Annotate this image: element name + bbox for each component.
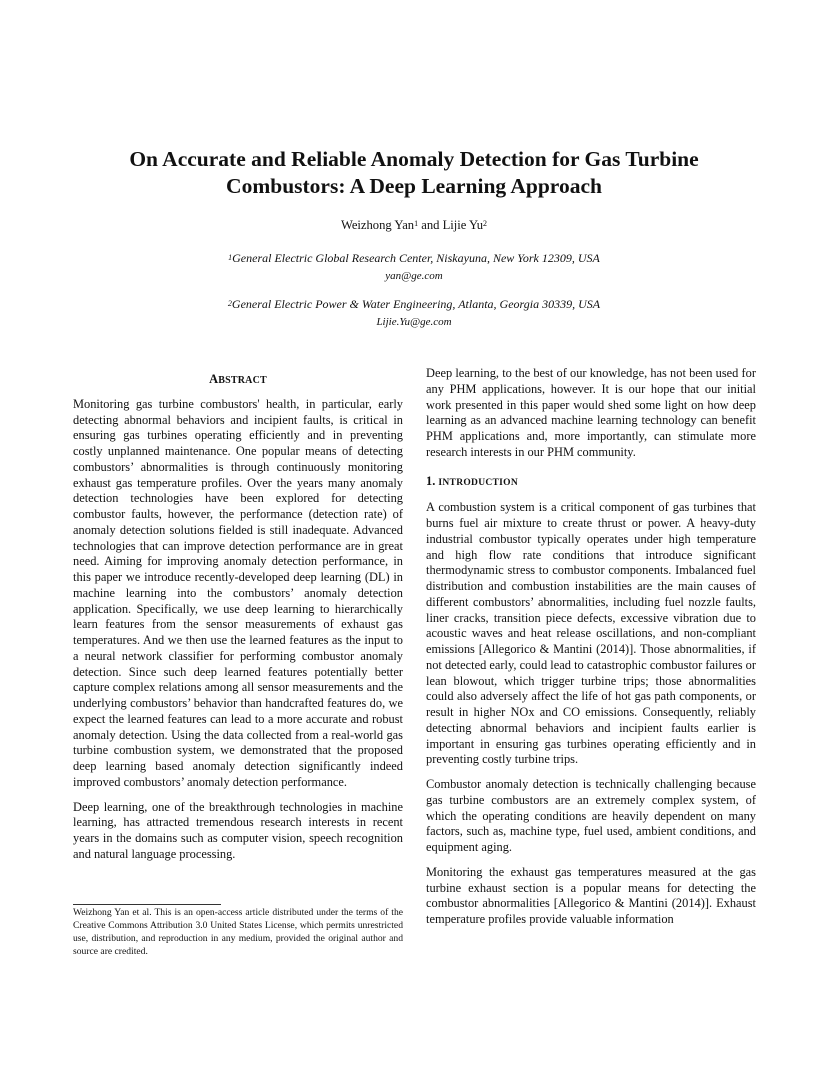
author-list [0, 217, 828, 233]
body-paragraph: Deep learning, one of the breakthrough technologies in machine learning, has attracted tremendous research interests in recent years in the domains such as computer vision, speech recognition and natural language processing. [73, 799, 403, 861]
footnote: Weizhong Yan et al. This is an open-access article distributed under the terms of the Creative Commons Attribution 3.0 United States License, which permits unrestricted use, distribution, and reproduction in any medium, provided the original author and source are credited. [73, 907, 403, 957]
footnote-rule [73, 904, 221, 905]
affiliation-superscript: 2 [227, 299, 232, 308]
left-column [73, 372, 403, 863]
paper-title [60, 146, 768, 200]
affiliation-2 [0, 296, 828, 331]
section-number: 1. [426, 473, 439, 488]
author-conjunction: and [418, 218, 443, 232]
author-name: Weizhong Yan [340, 218, 415, 232]
abstract-paragraph: Monitoring gas turbine combustors' health, in particular, early detecting abnormal behaviors and incipient faults, is critical in ensuring gas turbines operating efficiently and in preventing costly unplanned maintenance. One popular means of detecting combustors’ abnormalities is through continuously monitoring exhaust gas temperature profiles. Over the years many anomaly detection technologies have been explored for detecting combustor faults, however, the performance (detection rate) of anomaly detection solutions fielded is still inadequate. Advanced technologies that can improve detection performance are in great need. Aiming for improving anomaly detection performance, in this paper we introduce recently-developed deep learning (DL) in machine learning into the combustors’ anomaly detection application. Specifically, we use deep learning to hierarchically learn features from the sensor measurements of exhaust gas temperatures. And we then use the learned features as the input to a neural network classifier for performing combustor anomaly detection. Since such deep learned features potentially better capture complex relations among all sensor measurements and the underlying combustors’ behavior than handcrafted features do, we expect the learned features can lead to a more accurate and robust anomaly detection. Using the data collected from a real-world gas turbine combustion system, we demonstrated that the proposed deep learning based anomaly detection significantly indeed improved combustors’ anomaly detection performance. [73, 396, 403, 789]
author-superscript: 1 [414, 219, 419, 228]
body-paragraph: Monitoring the exhaust gas temperatures measured at the gas turbine exhaust section is a popular means for detecting the combustor abnormalities [Allegorico & Mantini (2014)]. Exhaust temperature profiles provide valuable information [426, 864, 756, 926]
affiliation-email: Lijie.Yu@ge.com [376, 316, 452, 328]
affiliation-email: yan@ge.com [385, 270, 443, 282]
author-name: Lijie Yu [442, 218, 484, 232]
body-paragraph: Deep learning, to the best of our knowledge, has not been used for any PHM applications, however. It is our hope that our initial work presented in this paper would shed some light on how deep learning as an advanced machine learning technology can benefit PHM applications and, more importantly, can stimulate more research interests in our PHM community. [426, 366, 756, 459]
affiliation-1 [0, 250, 828, 285]
title-line-2: Combustors: A Deep Learning Approach [226, 174, 602, 198]
right-column [426, 366, 756, 928]
abstract-heading-initial: A [209, 372, 219, 386]
section-heading-initial: I [438, 477, 443, 488]
affiliation-organization: General Electric Global Research Center, Niskayuna, New York 12309, USA [232, 251, 600, 265]
affiliation-organization: General Electric Power & Water Engineering, Atlanta, Georgia 30339, USA [231, 297, 601, 311]
affiliation-superscript: 1 [228, 253, 233, 262]
body-paragraph: Combustor anomaly detection is technically challenging because gas turbine combustors are an extremely complex system, of which the operating conditions are heavily dependent on many factors, such as, machine type, fuel used, ambient conditions, and equipment aging. [426, 777, 756, 854]
section-heading-introduction [426, 474, 756, 492]
body-paragraph: A combustion system is a critical component of gas turbines that burns fuel air mixture to create thrust or power. A heavy-duty industrial combustor typically operates under high temperature and high flow rate conditions that introduce significant thermodynamic stress to combustor components. Imbalanced fuel distribution and combustion instabilities are the main causes of different combustors’ abnormalities, including fuel nozzle faults, liner cracks, transition piece defects, excessive vibration due to acoustic waves and heat release oscillations, and non-compliant emissions [Allegorico & Mantini (2014)]. Those abnormalities, if not detected early, could lead to catastrophic combustor failures or lean blowout, which trigger turbine trips; those abnormalities could also adversely affect the life of hot gas path components, or result in higher NOx and CO emissions. Consequently, reliably detecting abnormal behaviors and incipient faults earlier is important in ensuring gas turbines operating efficiently and in preventing costly turbine trips. [426, 500, 756, 767]
abstract-heading [73, 372, 403, 389]
section-heading-rest: NTRODUCTION [442, 477, 519, 488]
author-superscript: 2 [483, 219, 488, 228]
abstract-heading-rest: BSTRACT [218, 375, 267, 386]
title-line-1: On Accurate and Reliable Anomaly Detection for Gas Turbine [129, 147, 699, 171]
